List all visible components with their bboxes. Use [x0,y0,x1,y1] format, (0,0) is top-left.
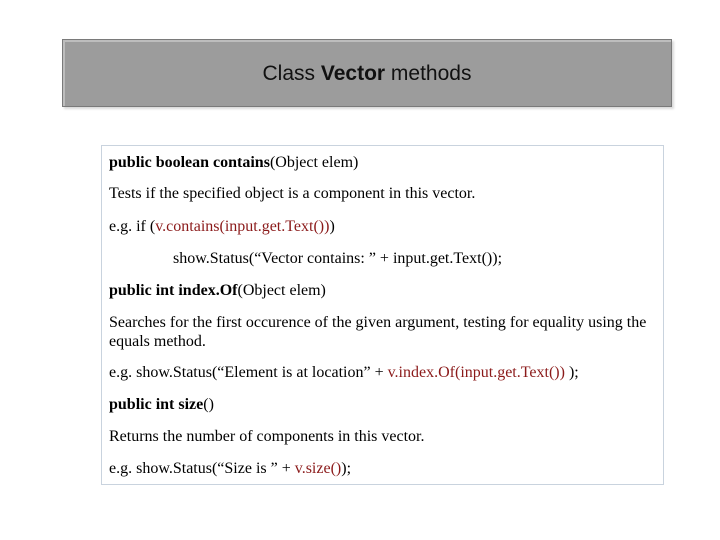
slide-title: Class Vector methods [262,62,472,85]
size-description: Returns the number of components in this vector. [109,428,425,445]
contains-signature: public boolean contains(Object elem) [109,154,359,171]
contains-description: Tests if the specified object is a component in this vector. [109,185,476,202]
content-box [101,145,664,485]
size-example: e.g. show.Status(“Size is ” + v.size()); [109,460,352,477]
slide-title-box [62,39,672,107]
indexof-example: e.g. show.Status(“Element is at location” + v.index.Of(input.get.Text()) ); [109,364,579,381]
indexof-signature: public int index.Of(Object elem) [109,282,326,299]
contains-example: e.g. if (v.contains(input.get.Text())) [109,218,335,235]
size-signature: public int size() [109,396,214,413]
contains-example-cont: show.Status(“Vector contains: ” + input.get.Text()); [173,250,503,267]
indexof-description: Searches for the first occurence of the given argument, testing for equality using the equals method. [109,314,647,350]
